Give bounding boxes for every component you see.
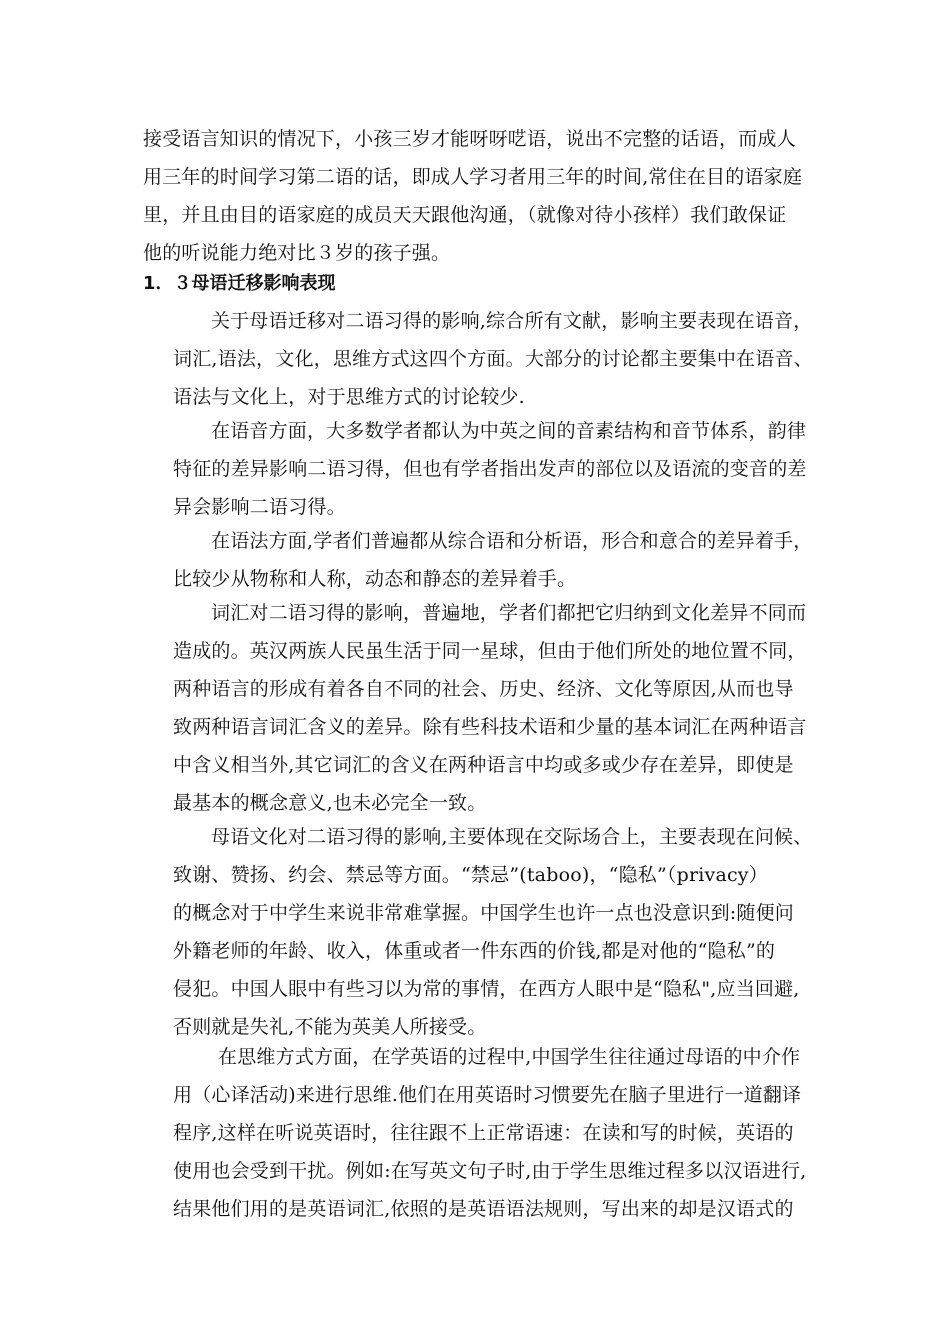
text-line: 造成的。英汉两族人民虽生活于同一星球，但由于他们所处的地位置不同， xyxy=(173,640,807,662)
text-line: 中含义相当外,其它词汇的含义在两种语言中均或多或少存在差异，即使是 xyxy=(173,754,794,776)
text-line: 母语文化对二语习得的影响,主要体现在交际场合上，主要表现在问候、 xyxy=(211,826,813,848)
text-line: 特征的差异影响二语习得，但也有学者指出发声的部位以及语流的变音的差 xyxy=(173,458,807,480)
paragraph-overview xyxy=(173,302,833,416)
paragraph-thinking xyxy=(173,1038,833,1228)
text-line: 致谢、赞扬、约会、禁忌等方面。“禁忌”(taboo)，“隐私”（privacy） xyxy=(173,864,768,886)
text-line: 使用也会受到干扰。例如:在写英文句子时,由于学生思维过程多以汉语进行, xyxy=(173,1160,807,1182)
text-line: 用三年的时间学习第二语的话，即成人学习者用三年的时间,常住在目的语家庭 xyxy=(143,166,803,188)
text-line: 词汇对二语习得的影响，普遍地，学者们都把它归纳到文化差异不同而 xyxy=(211,602,807,624)
text-line: 语法与文化上，对于思维方式的讨论较少. xyxy=(173,386,525,408)
text-line: 在思维方式方面，在学英语的过程中,中国学生往往通过母语的中介作 xyxy=(218,1046,801,1068)
text-line: 程序,这样在听说英语时，往往跟不上正常语速：在读和写的时候，英语的 xyxy=(173,1122,794,1144)
text-line: 比较少从物称和人称，动态和静态的差异着手。 xyxy=(173,568,577,590)
text-line: 侵犯。中国人眼中有些习以为常的事情，在西方人眼中是“隐私",应当回避, xyxy=(173,978,800,1000)
text-line: 里，并且由目的语家庭的成员天天跟他沟通，（就像对待小孩样）我们敢保证 xyxy=(143,204,787,226)
text-line: 的概念对于中学生来说非常难掌握。中国学生也许一点也没意识到:随便问 xyxy=(173,902,795,924)
text-line: 他的听说能力绝对比３岁的孩子强。 xyxy=(143,242,451,264)
text-line: 最基本的概念意义,也未必完全一致。 xyxy=(173,792,487,814)
paragraph-phonetics xyxy=(173,412,833,526)
text-line: 在语音方面，大多数学者都认为中英之间的音素结构和音节体系，韵律 xyxy=(211,420,807,442)
paragraph-vocabulary xyxy=(173,594,833,822)
text-line: 外籍老师的年龄、收入，体重或者一件东西的价钱,都是对他的“隐私”的 xyxy=(173,940,776,962)
text-line: 用（心译活动)来进行思维.他们在用英语时习惯要先在脑子里进行一道翻译 xyxy=(173,1084,802,1106)
section-heading: 1．３母语迁移影响表现 xyxy=(143,273,336,294)
text-line: 致两种语言词汇含义的差异。除有些科技术语和少量的基本词汇在两种语言 xyxy=(173,716,807,738)
text-line: 关于母语迁移对二语习得的影响,综合所有文献，影响主要表现在语音， xyxy=(211,310,813,332)
text-line: 结果他们用的是英语词汇,依照的是英语语法规则，写出来的却是汉语式的 xyxy=(173,1198,794,1220)
text-line: 否则就是失礼,不能为英美人所接受。 xyxy=(173,1016,487,1038)
text-line: 异会影响二语习得。 xyxy=(173,496,346,518)
text-line: 两种语言的形成有着各自不同的社会、历史、经济、文化等原因,从而也导 xyxy=(173,678,794,700)
text-line: 接受语言知识的情况下，小孩三岁才能呀呀呓语，说出不完整的话语，而成人 xyxy=(143,128,796,150)
text-line: 词汇,语法，文化，思维方式这四个方面。大部分的讨论都主要集中在语音、 xyxy=(173,348,813,370)
paragraph-grammar xyxy=(173,522,833,598)
text-line: 在语法方面,学者们普遍都从综合语和分析语，形合和意合的差异着手， xyxy=(211,530,813,552)
paragraph-culture xyxy=(173,818,833,1046)
intro-paragraph xyxy=(143,120,823,272)
